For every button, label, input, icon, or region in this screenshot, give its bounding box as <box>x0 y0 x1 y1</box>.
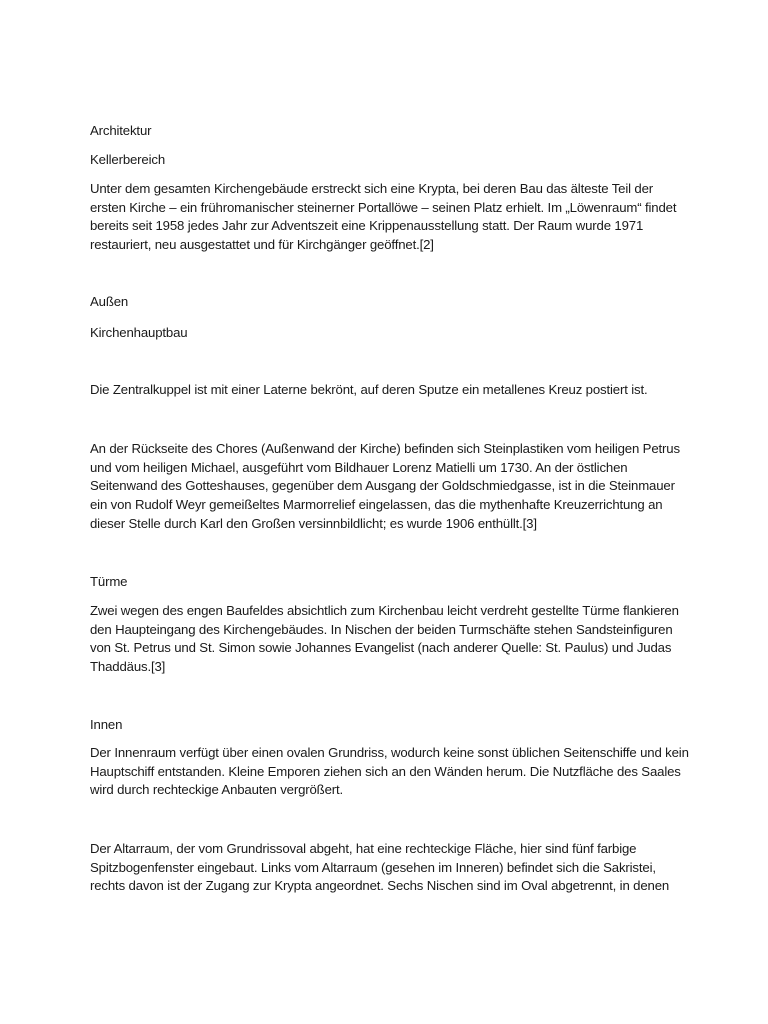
heading-kirchenhauptbau: Kirchenhauptbau <box>90 325 188 340</box>
paragraph-kellerbereich: Unter dem gesamten Kirchengebäude erstreckt sich eine Krypta, bei deren Bau das älteste Teil der ersten Kirche – ein frühromanischer steinerner Portallöwe – seinen Platz erhielt. Im „Löwenraum“ findet bereits seit 1958 jedes Jahr zur Adventszeit eine Krippenausstellung statt. Der Raum wurde 1971 restauriert, neu ausgestattet und für Kirchgänger geöffnet.[2] <box>90 181 677 253</box>
heading-innen: Innen <box>90 717 123 732</box>
paragraph-altarraum: Der Altarraum, der vom Grundrissoval abgeht, hat eine rechteckige Fläche, hier sind fünf farbige Spitzbogenfenster eingebaut. Links vom Altarraum (gesehen im Inneren) befindet sich die Sakristei, rechts davon ist der Zugang zur Krypta angeordnet. Sechs Nischen sind im Oval abgetrennt, in denen <box>90 841 670 894</box>
heading-tuerme: Türme <box>90 574 128 589</box>
paragraph-zentralkuppel: Die Zentralkuppel ist mit einer Laterne bekrönt, auf deren Sputze ein metallenes Kreuz postiert ist. <box>90 382 648 397</box>
heading-aussen: Außen <box>90 294 129 309</box>
paragraph-innenraum: Der Innenraum verfügt über einen ovalen Grundriss, wodurch keine sonst üblichen Seitenschiffe und kein Hauptschiff entstanden. Kleine Emporen ziehen sich an den Wänden herum. Die Nutzfläche des Saales wird durch rechteckige Anbauten vergrößert. <box>90 745 689 798</box>
heading-kellerbereich: Kellerbereich <box>90 152 166 167</box>
paragraph-tuerme: Zwei wegen des engen Baufeldes absichtlich zum Kirchenbau leicht verdreht gestellte Türme flankieren den Haupteingang des Kirchengebäudes. In Nischen der beiden Turmschäfte stehen Sandsteinfiguren von St. Petrus und St. Simon sowie Johannes Evangelist (nach anderer Quelle: St. Paulus) und Judas Thaddäus.[3] <box>90 603 679 675</box>
heading-architektur: Architektur <box>90 123 152 138</box>
paragraph-rueckseite: An der Rückseite des Chores (Außenwand der Kirche) befinden sich Steinplastiken vom heiligen Petrus und vom heiligen Michael, ausgeführt vom Bildhauer Lorenz Matielli um 1730. An der östlichen Seitenwand des Gotteshauses, gegenüber dem Ausgang der Goldschmiedgasse, ist in die Steinmauer ein von Rudolf Weyr gemeißeltes Marmorrelief eingelassen, das die mythenhafte Kreuzerrichtung an dieser Stelle durch Karl den Großen versinnbildlicht; es wurde 1906 enthüllt.[3] <box>90 441 680 531</box>
